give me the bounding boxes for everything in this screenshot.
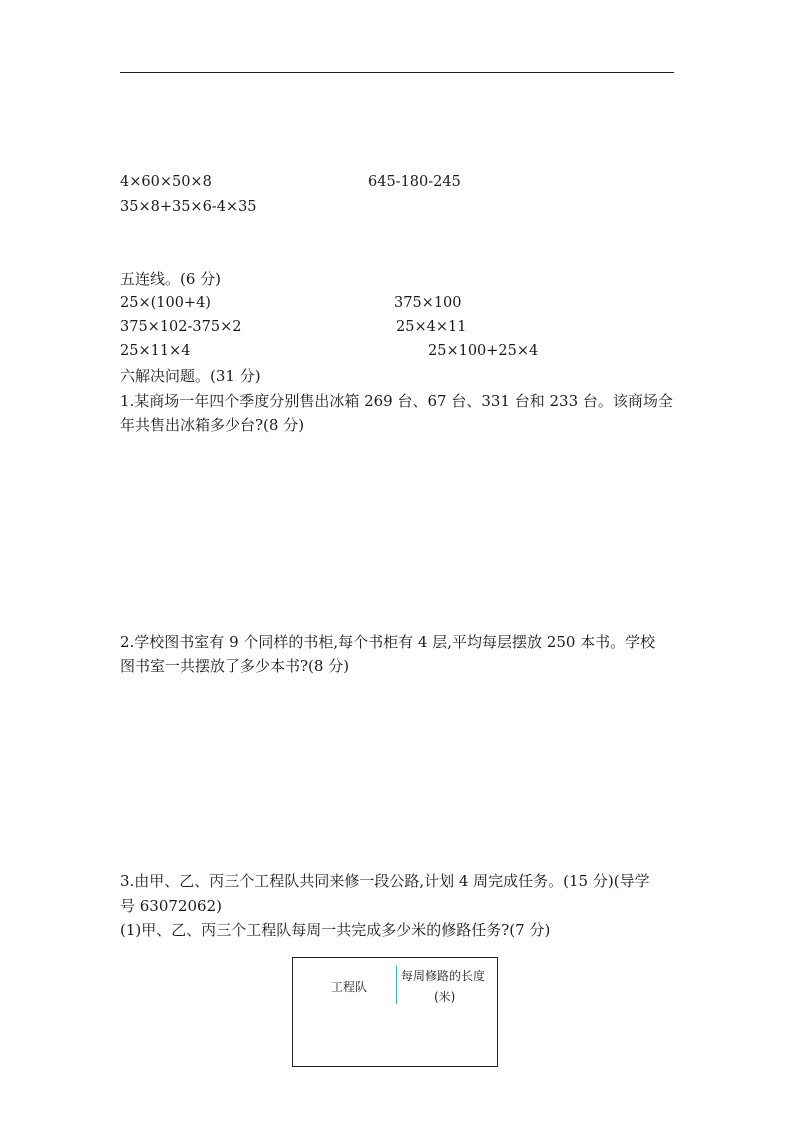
match-left-2: 375×102-375×2: [120, 319, 242, 335]
table-header-length-line-1: 每周修路的长度: [401, 969, 486, 983]
calc-expression-2: 645-180-245: [368, 174, 461, 190]
match-right-2: 25×4×11: [396, 319, 467, 335]
table-column-divider: [396, 966, 397, 1004]
question-3-line-2: 号 63072062): [120, 897, 222, 915]
question-3-sub-1: (1)甲、乙、丙三个工程队每周一共完成多少米的修路任务?(7 分): [120, 921, 551, 939]
table-header-length-line-2: (米): [434, 990, 456, 1004]
question-1-line-1: 1.某商场一年四个季度分别售出冰箱 269 台、67 台、331 台和 233 台。该商场全: [120, 392, 673, 410]
question-2-line-1: 2.学校图书室有 9 个同样的书柜,每个书柜有 4 层,平均每层摆放 250 本书。学校: [120, 633, 656, 651]
question-1-line-2: 年共售出冰箱多少台?(8 分): [120, 416, 305, 434]
match-right-1: 375×100: [394, 295, 462, 311]
match-left-1: 25×(100+4): [120, 295, 211, 311]
section5-title: 五连线。(6 分): [120, 270, 222, 288]
table-header-team: 工程队: [331, 980, 368, 994]
header-rule: [120, 72, 674, 73]
question-3-line-1: 3.由甲、乙、丙三个工程队共同来修一段公路,计划 4 周完成任务。(15 分)(导学: [120, 872, 650, 890]
calc-expression-1: 4×60×50×8: [120, 174, 212, 190]
question-2-line-2: 图书室一共摆放了多少本书?(8 分): [120, 657, 350, 675]
calc-expression-3: 35×8+35×6-4×35: [120, 199, 257, 215]
section6-title: 六解决问题。(31 分): [120, 367, 261, 385]
match-left-3: 25×11×4: [120, 343, 191, 359]
match-right-3: 25×100+25×4: [428, 343, 539, 359]
